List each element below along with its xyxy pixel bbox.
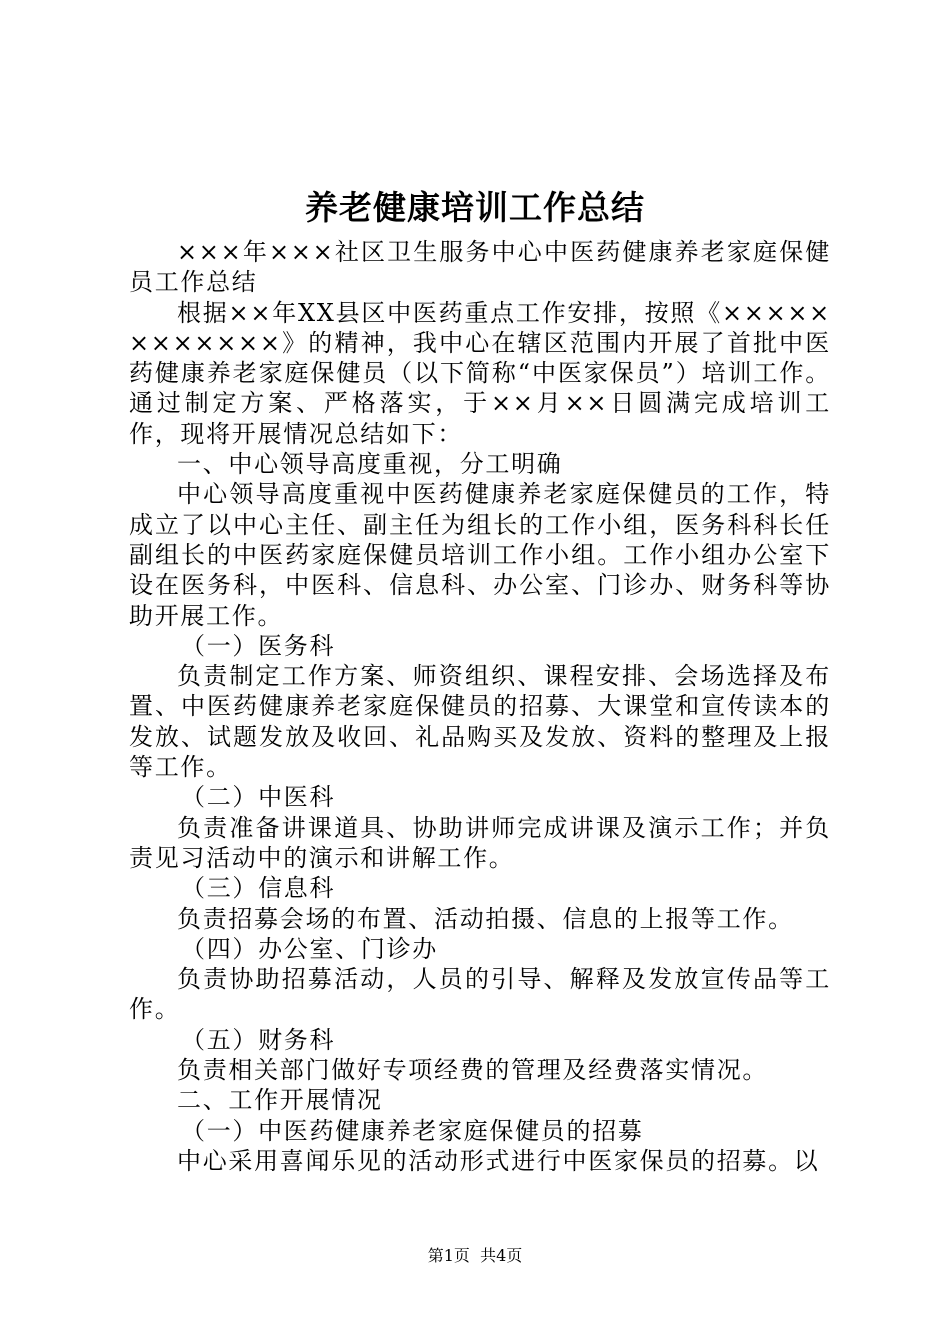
subheading-tcm-dept: （二）中医科 (181, 783, 336, 812)
paragraph-medical-affairs: 负责制定工作方案、师资组织、课程安排、会场选择及布置、中医药健康养老家庭保健员的招募、大课堂和宣传读本的发放、试题发放及收回、礼品购买及发放、资料的整理及上报等工作。 (129, 662, 831, 782)
subheading-recruitment: （一）中医药健康养老家庭保健员的招募 (181, 1116, 644, 1145)
section-heading-2: 二、工作开展情况 (177, 1086, 383, 1115)
paragraph-background: 根据××年XX县区中医药重点工作安排，按照《××××××××××××》的精神，我中心在辖区范围内开展了首批中医药健康养老家庭保健员（以下简称“中医家保员”）培训工作。通过制定方案、严格落实，于××月××日圆满完成培训工作，现将开展情况总结如下： (129, 298, 831, 448)
document-title: 养老健康培训工作总结 (305, 188, 645, 227)
subheading-office: （四）办公室、门诊办 (181, 934, 438, 963)
document-body (129, 237, 831, 1176)
paragraph-intro: ×××年×××社区卫生服务中心中医药健康养老家庭保健员工作总结 (129, 238, 831, 297)
paragraph-office: 负责协助招募活动，人员的引导、解释及发放宣传品等工作。 (129, 965, 831, 1024)
paragraph-recruitment: 中心采用喜闻乐见的活动形式进行中医家保员的招募。以 (177, 1146, 820, 1175)
page-footer (0, 1246, 950, 1266)
paragraph-finance: 负责相关部门做好专项经费的管理及经费落实情况。 (177, 1056, 769, 1085)
subheading-finance: （五）财务科 (181, 1025, 336, 1054)
subheading-info-dept: （三）信息科 (181, 874, 336, 903)
page-number: 第1页 共4页 (427, 1246, 523, 1265)
paragraph-info-dept: 负责招募会场的布置、活动拍摄、信息的上报等工作。 (177, 904, 794, 933)
section-heading-1: 一、中心领导高度重视，分工明确 (177, 450, 563, 479)
paragraph-leadership: 中心领导高度重视中医药健康养老家庭保健员的工作，特成立了以中心主任、副主任为组长的工作小组，医务科科长任副组长的中医药家庭保健员培训工作小组。工作小组办公室下设在医务科，中医科、信息科、办公室、门诊办、财务科等协助开展工作。 (129, 480, 831, 630)
paragraph-tcm-dept: 负责准备讲课道具、协助讲师完成讲课及演示工作；并负责见习活动中的演示和讲解工作。 (129, 813, 831, 872)
subheading-medical-affairs: （一）医务科 (181, 631, 336, 660)
